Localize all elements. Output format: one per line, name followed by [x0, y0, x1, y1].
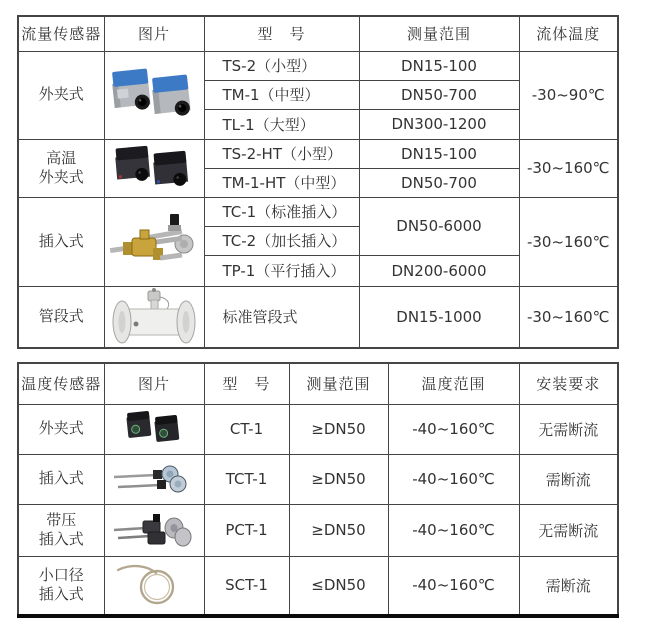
inline-pipe-section-flow-sensor-photo: [108, 288, 200, 346]
model-cell: PCT-1: [204, 504, 289, 556]
column-header-image: 图片: [104, 363, 204, 404]
fluid-temp-cell: -30~90℃: [519, 51, 618, 139]
temp-range-cell: -40~160℃: [388, 404, 519, 454]
range-cell: ≤DN50: [289, 556, 388, 616]
install-requirement-cell: 需断流: [519, 556, 618, 616]
column-header-flow-sensor: 流量传感器: [18, 16, 104, 51]
product-photo-cell: [104, 197, 204, 286]
range-cell: DN200-6000: [359, 255, 519, 286]
product-photo-cell: [104, 504, 204, 556]
range-cell: DN50-700: [359, 168, 519, 197]
model-cell: CT-1: [204, 404, 289, 454]
column-header-model: 型 号: [204, 363, 289, 404]
range-cell: DN50-6000: [359, 197, 519, 255]
model-cell: TL-1（大型）: [204, 109, 359, 139]
model-cell: TS-2-HT（小型）: [204, 139, 359, 168]
model-cell: TM-1-HT（中型）: [204, 168, 359, 197]
range-cell: DN15-100: [359, 51, 519, 80]
product-photo-cell: [104, 51, 204, 139]
column-header-temp-range: 温度范围: [388, 363, 519, 404]
column-header-fluid-temp: 流体温度: [519, 16, 618, 51]
install-requirement-cell: 无需断流: [519, 404, 618, 454]
install-requirement-cell: 无需断流: [519, 504, 618, 556]
model-cell: TS-2（小型）: [204, 51, 359, 80]
table-row: [18, 454, 618, 504]
sensor-type-label: 插入式: [38, 231, 84, 250]
small-bore-coiled-probe-temp-sensor-photo: [110, 560, 198, 610]
column-header-temp-sensor: 温度传感器: [18, 363, 104, 404]
install-requirement-cell: 需断流: [519, 454, 618, 504]
column-header-install: 安装要求: [519, 363, 618, 404]
sensor-type-cell: [18, 404, 104, 454]
pressurized-insertion-temp-sensor-photo: [110, 508, 198, 552]
product-photo-cell: [104, 556, 204, 616]
sensor-type-label: 插入式: [38, 469, 84, 488]
temp-header-row: [18, 363, 618, 404]
table-row: [18, 556, 618, 616]
temp-range-cell: -40~160℃: [388, 556, 519, 616]
sensor-type-cell: [18, 139, 104, 197]
sensor-type-label: 外夹式: [38, 85, 84, 104]
model-cell: TCT-1: [204, 454, 289, 504]
temp-range-cell: -40~160℃: [388, 454, 519, 504]
blue-clamp-on-flow-sensors-photo: [108, 54, 200, 136]
model-cell: TC-1（标准插入）: [204, 197, 359, 226]
model-cell: 标准管段式: [204, 286, 359, 348]
fluid-temp-cell: -30~160℃: [519, 286, 618, 348]
range-cell: ≥DN50: [289, 504, 388, 556]
sensor-type-cell: [18, 51, 104, 139]
flow-sensor-table: [17, 15, 619, 349]
column-header-range: 测量范围: [289, 363, 388, 404]
column-header-image: 图片: [104, 16, 204, 51]
range-cell: ≥DN50: [289, 404, 388, 454]
model-cell: TC-2（加长插入）: [204, 226, 359, 255]
range-cell: DN300-1200: [359, 109, 519, 139]
product-photo-cell: [104, 404, 204, 454]
range-cell: ≥DN50: [289, 454, 388, 504]
range-cell: DN15-100: [359, 139, 519, 168]
product-photo-cell: [104, 454, 204, 504]
sensor-type-cell: [18, 504, 104, 556]
sensor-type-cell: [18, 286, 104, 348]
fluid-temp-cell: -30~160℃: [519, 139, 618, 197]
product-photo-cell: [104, 286, 204, 348]
model-cell: SCT-1: [204, 556, 289, 616]
range-cell: DN15-1000: [359, 286, 519, 348]
column-header-range: 测量范围: [359, 16, 519, 51]
black-clamp-on-temp-sensors-photo: [112, 407, 196, 451]
table-row: [18, 197, 618, 226]
table-row: [18, 51, 618, 80]
column-header-model: 型 号: [204, 16, 359, 51]
product-photo-cell: [104, 139, 204, 197]
black-high-temp-clamp-on-sensors-photo: [108, 141, 200, 195]
sensor-type-cell: [18, 197, 104, 286]
sensor-type-label: 外夹式: [38, 419, 84, 438]
table-row: [18, 504, 618, 556]
fluid-temp-cell: -30~160℃: [519, 197, 618, 286]
temperature-sensor-table: [17, 362, 619, 618]
sensor-type-cell: [18, 454, 104, 504]
range-cell: DN50-700: [359, 80, 519, 109]
flow-header-row: [18, 16, 618, 51]
insertion-temp-sensors-photo: [110, 458, 198, 500]
model-cell: TP-1（平行插入）: [204, 255, 359, 286]
table-row: [18, 139, 618, 168]
sensor-type-label: 小口径 插入式: [38, 565, 84, 604]
table-row: [18, 404, 618, 454]
sensor-type-label: 高温 外夹式: [38, 148, 84, 186]
table-row: [18, 286, 618, 348]
sensor-type-label: 带压 插入式: [38, 510, 84, 548]
temp-range-cell: -40~160℃: [388, 504, 519, 556]
model-cell: TM-1（中型）: [204, 80, 359, 109]
sensor-type-label: 管段式: [38, 307, 84, 325]
sensor-type-cell: [18, 556, 104, 616]
brass-insertion-flow-sensors-photo: [108, 202, 200, 282]
